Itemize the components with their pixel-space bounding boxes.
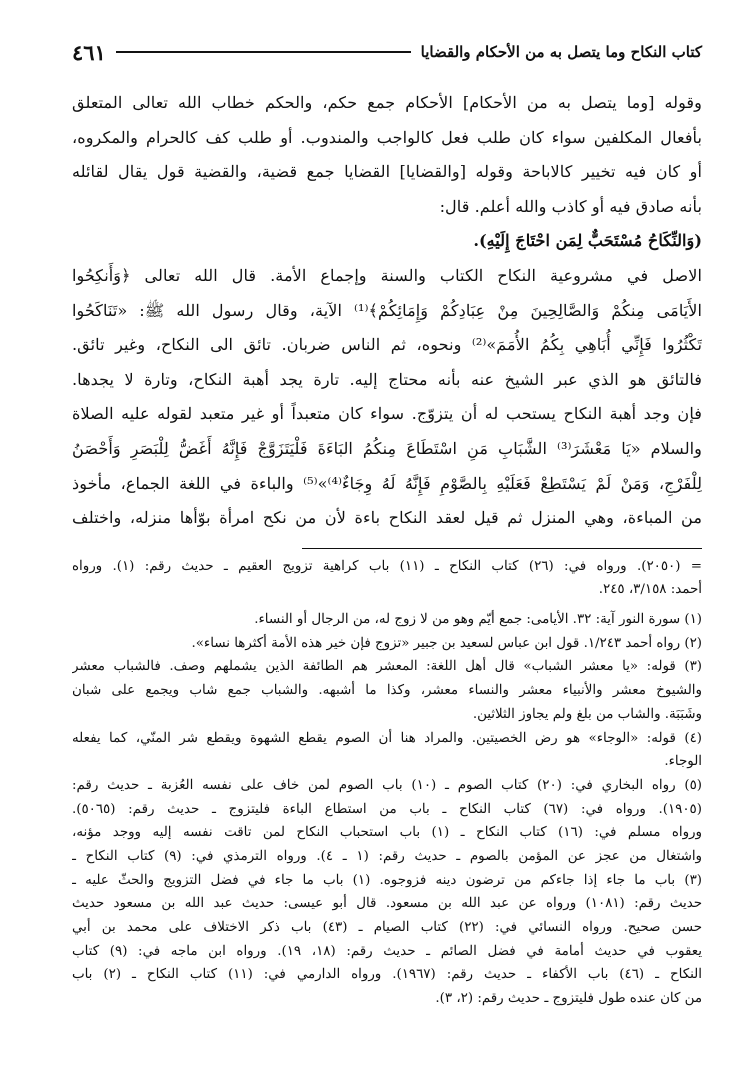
footnote-line: الوجاء.: [664, 754, 702, 770]
main-text: [72, 86, 702, 536]
header-rule: [116, 51, 411, 53]
footnote-line: (٣) باب ما جاء إذا جاءكم من ترضون دينه فزوجوه. (١) باب ما جاء في فضل التزويج والحثّ عليه ـ: [72, 872, 702, 888]
footnote-line: (٤) قوله: «الوجاء» هو رض الخصيتين. والمراد هنا أن الصوم يقطع الشهوة ويقطع شر المنّي، كما يفعله: [72, 730, 702, 746]
footnote-continuation: [72, 555, 702, 602]
body-line: فإن وجد أهبة النكاح يستحب له أن يتزوّج. سواء كان متعبداً أو غير متعبد لقوله عليه الصلاة: [72, 404, 702, 424]
footnote-line: (١) سورة النور آية: ٣٢. الأيامى: جمع أيّم وهو من لا زوج له، من الرجال أو النساء.: [254, 612, 702, 628]
footnotes: [72, 555, 702, 1011]
body-line: من المباءة، وهي المنزل ثم قيل لعقد النكاح باءة لأن من نكح امرأة بوّأها منزله، واختلف: [72, 508, 702, 528]
footnote-line: والشيوخ معشر والأنبياء معشر والنساء معشر، وكذا ما أشبهه. والشباب جمع شاب ويجمع على شبان: [72, 683, 702, 699]
footnote-line: (٢) رواه أحمد ١/٢٤٣. قول ابن عباس لسعيد بن جبير «تزوج فإن خير هذه الأمة أكثرها نساء».: [191, 635, 702, 651]
footnote-5: [72, 774, 702, 1011]
body-line: لِلْفَرْجِ، وَمَنْ لَمْ يَسْتَطِعْ فَعَلَيْهِ بِالصَّوْمِ فَإِنَّهُ لَهُ وِجَاءٌ⁽⁴⁾»⁽⁵⁾ والباءة في اللغة الجماع، مأخوذ: [72, 473, 702, 493]
footnote-line: حديث رقم: (١٠٨١) ورواه عن عبد الله بن مسعود. قال أبو عيسى: حديث عبد الله بن مسعود حديث: [72, 896, 702, 912]
body-line: تَكْثُرُوا فَإِنِّي أُبَاهِي بِكُمُ الأُمَمَ»⁽²⁾ ونحوه، ثم الناس ضربان. تائق الى النكاح، وغير تائق.: [72, 335, 702, 355]
body-line: الأَيَامَى مِنكُمْ وَالصَّالِحِينَ مِنْ عِبَادِكُمْ وَإِمَائِكُمْ﴾⁽¹⁾ الآية، وقال رسول الله ﷺ: «تَنَاكَحُوا: [72, 300, 702, 320]
body-line: فالتائق هو الذي عبر الشيخ عنه بأنه محتاج إليه. تارة يجد أهبة النكاح، وتارة لا يجدها.: [72, 369, 702, 389]
page-header: [72, 30, 702, 74]
footnote-line: النكاح ـ (٤٦) باب الأكفاء ـ حديث رقم: (١٩٦٧). ورواه الدارمي في: (١١) كتاب النكاح ـ (٢) باب: [72, 967, 702, 983]
footnote-line: واشتغال من عجز عن المؤمن بالصوم ـ حديث رقم: (١ ـ ٤). ورواه الترمذي في: (٩) كتاب النكاح ـ: [72, 848, 702, 864]
body-line: بأفعال المكلفين سواء كان طلب فعل كالواجب والمندوب. أو طلب كف كالحرام والمكروه،: [72, 127, 702, 147]
footnote-line: (١٩٠٥). ورواه في: (٦٧) كتاب النكاح ـ باب من استطاع الباءة فليتزوج ـ حديث رقم: (٥٠٦٥).: [72, 801, 702, 817]
footnote-line: (٥) رواه البخاري في: (٢٠) كتاب الصوم ـ (١٠) باب الصوم لمن خاف على نفسه العُزبة ـ حديث رقم:: [72, 777, 702, 793]
footnote-line: = (٢٠٥٠). ورواه في: (٢٦) كتاب النكاح ـ (١١) باب كراهية تزويج العقيم ـ حديث رقم: (١). ورواه: [72, 558, 702, 574]
running-title: كتاب النكاح وما يتصل به من الأحكام والقضايا: [420, 43, 702, 61]
body-line: بأنه صادق فيه أو كاذب والله أعلم. قال:: [439, 196, 702, 216]
footnote-line: وشَبَبَة. والشاب من بلغ ولم يجاوز الثلاثين.: [472, 706, 702, 722]
footnote-line: حسن صحيح. ورواه النسائي في: (٢٢) كتاب الصيام ـ (٤٣) باب ذكر الاختلاف على محمد بن أبي: [72, 920, 702, 936]
body-line: وقوله [وما يتصل به من الأحكام] الأحكام جمع حكم، والحكم خطاب الله تعالى المتعلق: [72, 93, 702, 112]
page-number: ٤٦١: [72, 39, 106, 65]
footnote-line: من كان عنده طول فليتزوج ـ حديث رقم: (٢، ٣).: [435, 991, 702, 1007]
body-line: أو كان فيه تخيير كالاباحة وقوله [والقضايا] القضايا جمع قضية، والقضية قول يقال لقائله: [72, 162, 702, 182]
footnote-line: أحمد: ٣/١٥٨، ٢٤٥.: [598, 582, 702, 598]
footnote-3: [72, 655, 702, 726]
footnote-separator: [302, 548, 702, 549]
footnote-line: (٣) قوله: «يا معشر الشباب» قال أهل اللغة: المعشر هم الطائفة الذين يشملهم وصف. فالشباب معشر: [72, 659, 702, 675]
matn-heading: (وَالنِّكَاحُ مُسْتَحَبٌّ لِمَن احْتَاجَ إِلَيْهِ).: [473, 231, 702, 251]
footnote-1: [72, 608, 702, 632]
footnote-line: ورواه مسلم في: (١٦) كتاب النكاح ـ (١) باب استحباب النكاح لمن تاقت نفسه إليه ووجد مؤنه،: [72, 825, 702, 841]
footnote-4: [72, 727, 702, 774]
footnote-2: [72, 632, 702, 656]
body-line: والسلام «يَا مَعْشَرَ⁽³⁾ الشَّبَابِ مَنِ اسْتَطَاعَ مِنكُمُ البَاءَةَ فَلْيَتَزَوَّجْ فَإِنَّهُ أَغَضُّ لِلْبَصَرِ وَأَحْصَنُ: [72, 438, 702, 458]
body-line: الاصل في مشروعية النكاح الكتاب والسنة وإجماع الأمة. قال الله تعالى ﴿وَأَنكِحُوا: [72, 265, 702, 285]
footnote-line: يعقوب في حديث أمامة في فضل الصائم ـ حديث رقم: (١٨، ١٩). ورواه ابن ماجه في: (٩) كتاب: [72, 943, 702, 959]
